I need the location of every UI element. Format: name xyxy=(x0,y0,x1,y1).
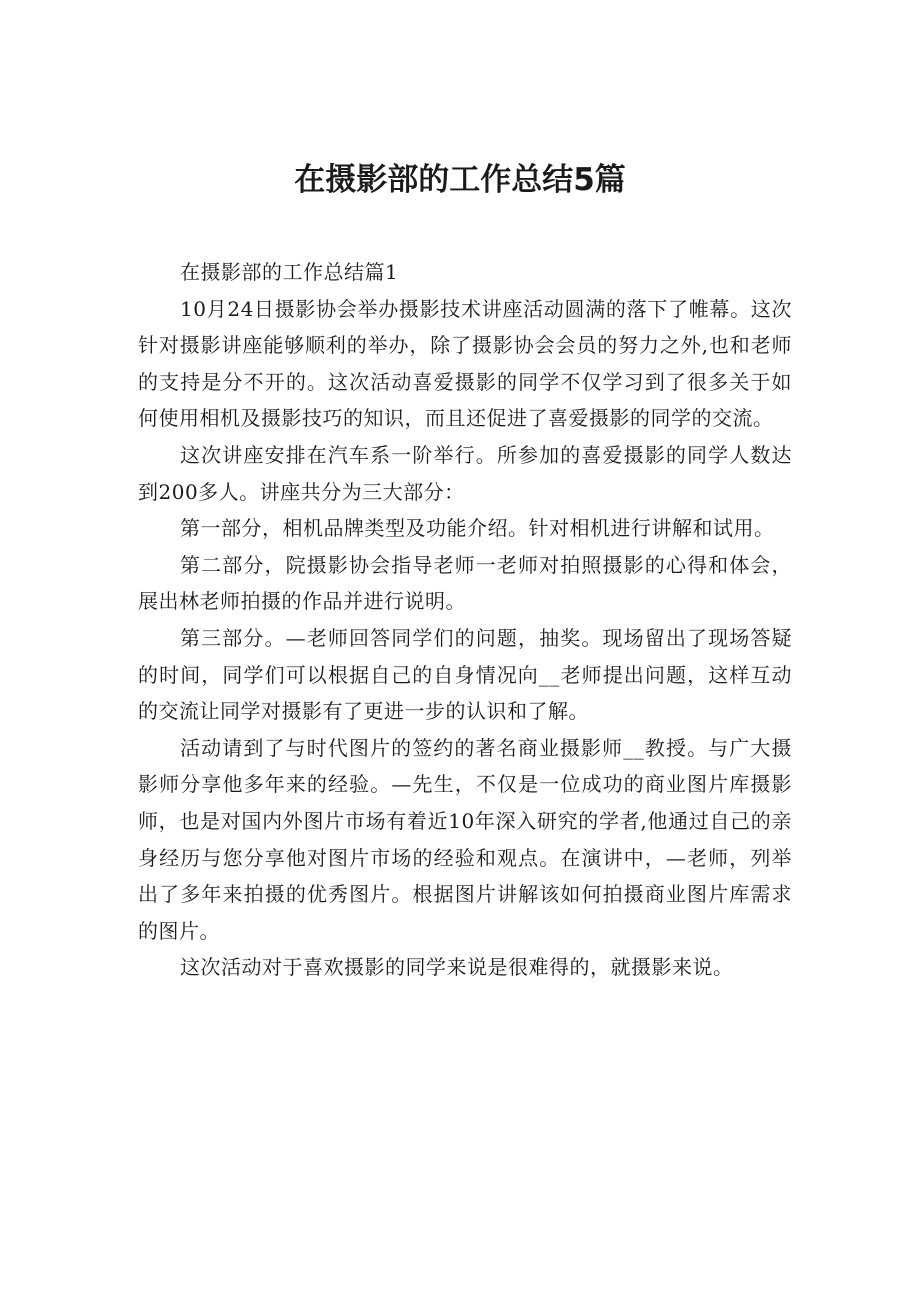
document-title: 在摄影部的工作总结5篇 xyxy=(294,162,626,198)
paragraph: 第二部分，院摄影协会指导老师一老师对拍照摄影的心得和体会，展出林老师拍摄的作品并进行说明。 xyxy=(138,552,792,614)
paragraph: 10月24日摄影协会举办摄影技术讲座活动圆满的落下了帷幕。这次针对摄影讲座能够顺利的举办，除了摄影协会会员的努力之外,也和老师的支持是分不开的。这次活动喜爱摄影的同学不仅学习到了很多关于如何使用相机及摄影技巧的知识，而且还促进了喜爱摄影的同学的交流。 xyxy=(138,296,792,431)
document-body xyxy=(138,254,792,986)
paragraph: 这次讲座安排在汽车系一阶举行。所参加的喜爱摄影的同学人数达到200多人。讲座共分为三大部分： xyxy=(138,442,792,504)
paragraph: 第三部分。—老师回答同学们的问题，抽奖。现场留出了现场答疑的时间，同学们可以根据自己的自身情况向__老师提出问题，这样互动的交流让同学对摄影有了更进一步的认识和了解。 xyxy=(138,625,792,724)
paragraph: 活动请到了与时代图片的签约的著名商业摄影师__教授。与广大摄影师分享他多年来的经验。—先生，不仅是一位成功的商业图片库摄影师，也是对国内外图片市场有着近10年深入研究的学者,他通过自己的亲身经历与您分享他对图片市场的经验和观点。在演讲中，—老师，列举出了多年来拍摄的优秀图片。根据图片讲解该如何拍摄商业图片库需求的图片。 xyxy=(138,735,792,943)
paragraph: 这次活动对于喜欢摄影的同学来说是很难得的，就摄影来说。 xyxy=(180,955,734,980)
section-heading: 在摄影部的工作总结篇1 xyxy=(180,260,399,284)
paragraph: 第一部分，相机品牌类型及功能介绍。针对相机进行讲解和试用。 xyxy=(180,516,775,541)
